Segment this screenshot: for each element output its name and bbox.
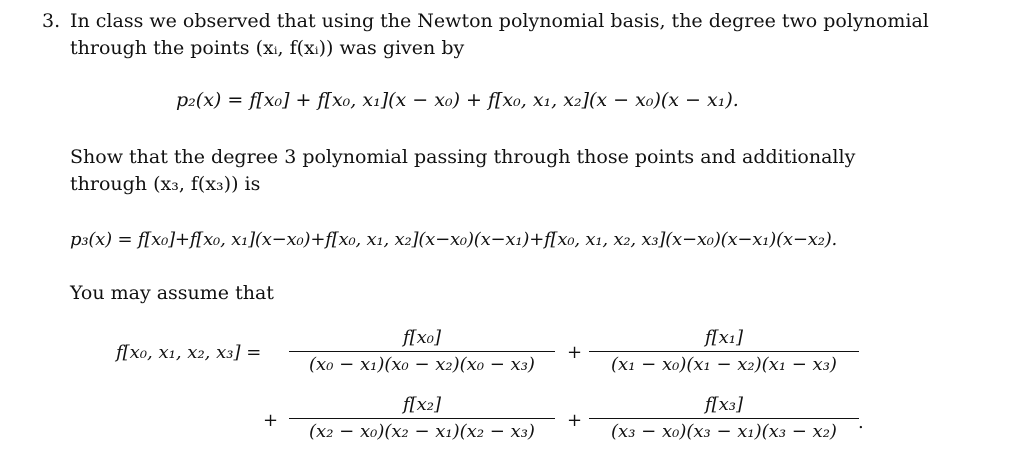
- fraction-denominator: (x₃ − x₀)(x₃ − x₁)(x₃ − x₂): [611, 421, 837, 442]
- intro-line-1: In class we observed that using the Newton polynomial basis, the degree two polynomial: [70, 10, 929, 32]
- divided-difference-lhs: f[x₀, x₁, x₂, x₃] =: [116, 342, 262, 363]
- fraction-numerator: f[x₀]: [289, 327, 555, 352]
- plus-sign: +: [567, 410, 583, 431]
- fraction-denominator: (x₀ − x₁)(x₀ − x₂)(x₀ − x₃): [309, 354, 535, 375]
- fraction-term-0: [289, 327, 555, 376]
- fraction-numerator: f[x₂]: [289, 394, 555, 419]
- assume-text: You may assume that: [70, 282, 274, 304]
- show-line-2: through (x₃, f(x₃)) is: [70, 173, 261, 195]
- fraction-denominator: (x₁ − x₀)(x₁ − x₂)(x₁ − x₃): [611, 354, 837, 375]
- p2-equation: p₂(x) = f[x₀] + f[x₀, x₁](x − x₀) + f[x₀, x₁, x₂](x − x₀)(x − x₁).: [176, 89, 739, 111]
- plus-sign: +: [567, 342, 583, 363]
- final-period: .: [858, 412, 864, 433]
- fraction-term-2: [289, 394, 555, 443]
- fraction-term-1: [589, 327, 859, 376]
- fraction-denominator: (x₂ − x₀)(x₂ − x₁)(x₂ − x₃): [309, 421, 535, 442]
- fraction-numerator: f[x₁]: [589, 327, 859, 352]
- plus-sign: +: [263, 410, 279, 431]
- fraction-term-3: [589, 394, 859, 443]
- show-line-1: Show that the degree 3 polynomial passing through those points and additionally: [70, 146, 856, 168]
- p3-equation: p₃(x) = f[x₀]+f[x₀, x₁](x−x₀)+f[x₀, x₁, x₂](x−x₀)(x−x₁)+f[x₀, x₁, x₂, x₃](x−x₀)(x−x₁)(x−x₂).: [70, 229, 838, 250]
- intro-line-2: through the points (xᵢ, f(xᵢ)) was given by: [70, 37, 465, 59]
- problem-number: 3.: [42, 10, 61, 32]
- fraction-numerator: f[x₃]: [589, 394, 859, 419]
